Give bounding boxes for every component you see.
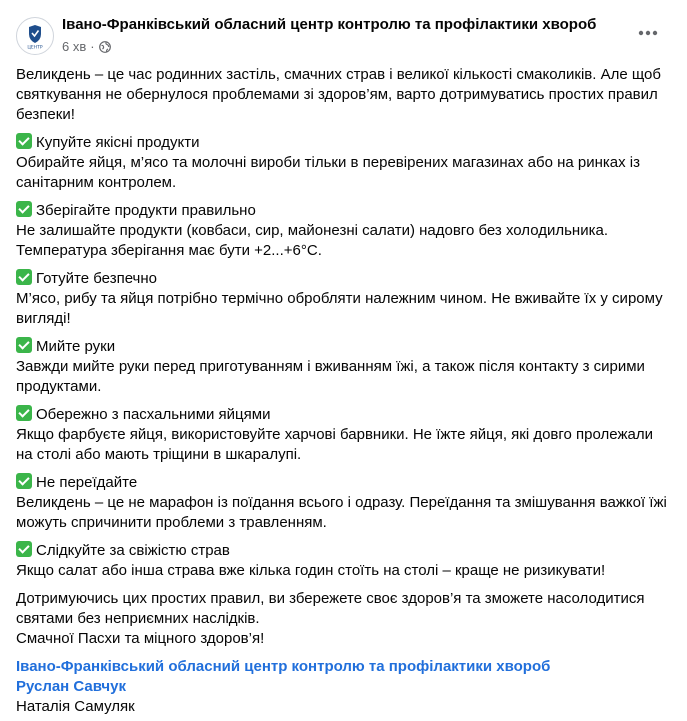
more-horizontal-icon	[638, 30, 658, 36]
tip-title: Готуйте безпечно	[36, 270, 157, 287]
page-avatar[interactable]	[16, 17, 54, 55]
avatar-text: ЦЕНТР	[27, 45, 43, 51]
globe-icon[interactable]	[99, 41, 111, 53]
tip-4	[16, 337, 671, 397]
check-mark-button-icon	[16, 269, 32, 285]
shield-logo-icon	[20, 21, 50, 51]
tip-title: Не переїдайте	[36, 474, 138, 491]
meta-separator: ·	[90, 39, 95, 54]
tip-text: Обирайте яйця, м’ясо та молочні вироби тільки в перевірених магазинах або на ринках із санітарним контролем.	[16, 154, 641, 191]
post-header	[16, 14, 671, 58]
tip-1	[16, 133, 671, 193]
signature-person-link[interactable]: Руслан Савчук	[16, 678, 126, 695]
tip-title: Мийте руки	[36, 338, 116, 355]
page-name-link[interactable]: Івано-Франківський обласний центр контролю та профілактики хвороб	[62, 16, 597, 33]
tip-2	[16, 201, 671, 261]
closing-wish: Смачної Пасхи та міцного здоров’я!	[16, 630, 265, 647]
tip-title: Слідкуйте за свіжістю страв	[36, 542, 230, 559]
post-closing	[16, 589, 671, 649]
closing-text: Дотримуючись цих простих правил, ви збережете своє здоров’я та зможете насолодитися святами без неприємних наслідків.	[16, 590, 645, 627]
check-mark-button-icon	[16, 473, 32, 489]
post-body	[16, 65, 671, 717]
check-mark-button-icon	[16, 405, 32, 421]
tip-text: М’ясо, рибу та яйця потрібно термічно обробляти належним чином. Не вживайте їх у сирому вигляді!	[16, 290, 663, 327]
tip-6	[16, 473, 671, 533]
signature-org-link[interactable]: Івано-Франківський обласний центр контролю та профілактики хвороб	[16, 658, 551, 675]
tip-title: Купуйте якісні продукти	[36, 134, 200, 151]
check-mark-button-icon	[16, 201, 32, 217]
tip-title: Зберігайте продукти правильно	[36, 202, 256, 219]
post-options-button[interactable]	[635, 20, 661, 46]
post-time[interactable]: 6 хв	[62, 39, 87, 54]
check-mark-button-icon	[16, 133, 32, 149]
tip-text: Якщо салат або інша страва вже кілька годин стоїть на столі – краще не ризикувати!	[16, 562, 606, 579]
tip-title: Обережно з пасхальними яйцями	[36, 406, 271, 423]
check-mark-button-icon	[16, 337, 32, 353]
post-meta	[62, 39, 111, 54]
tip-7	[16, 541, 671, 581]
tip-5	[16, 405, 671, 465]
post-signature	[16, 657, 671, 717]
post-intro: Великдень – це час родинних застіль, смачних страв і великої кількості смаколиків. Але щоб святкування не обернулося проблемами зі здоров’ям, варто дотримуватись простих правил безпеки!	[16, 66, 661, 123]
tip-text: Великдень – це не марафон із поїдання всього і одразу. Переїдання та змішування важкої їжі можуть спричинити проблеми з травленням.	[16, 494, 667, 531]
tip-text: Якщо фарбуєте яйця, використовуйте харчові барвники. Не їжте яйця, які довго пролежали на столі або мають тріщини в шкаралупі.	[16, 426, 653, 463]
tip-text: Не залишайте продукти (ковбаси, сир, майонезні салати) надовго без холодильника. Температура зберігання має бути +2...+6°C.	[16, 222, 608, 259]
check-mark-button-icon	[16, 541, 32, 557]
tip-text: Завжди мийте руки перед приготуванням і вживанням їжі, а також після контакту з сирими продуктами.	[16, 358, 645, 395]
tip-3	[16, 269, 671, 329]
signature-person-name: Наталія Самуляк	[16, 698, 135, 715]
